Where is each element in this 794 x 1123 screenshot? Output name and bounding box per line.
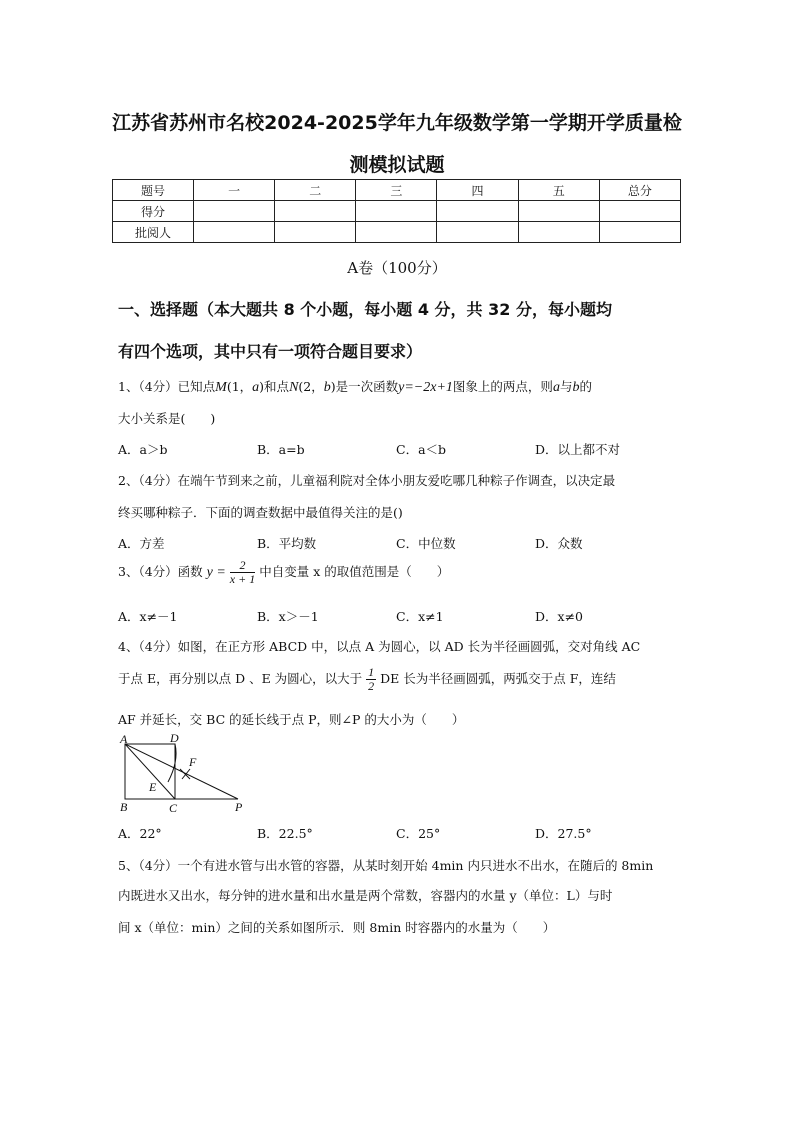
label-c: C [169, 801, 178, 815]
q4-text: 于点 E，再分别以点 D 、E 为圆心，以大于 [118, 671, 363, 686]
q4-option-b[interactable]: B．22.5° [257, 826, 313, 841]
q4-fraction [366, 666, 376, 693]
score-table-row [113, 222, 681, 243]
header-cell: 五 [518, 180, 599, 201]
score-cell[interactable] [518, 201, 599, 222]
q5-stem-line2: 内既进水又出水，每分钟的进水量和出水量是两个常数，容器内的水量 y（单位：L）与时 [118, 888, 613, 903]
q2-option-b[interactable]: B．平均数 [257, 536, 317, 551]
q1-text: )是一次函数 [330, 379, 399, 394]
score-cell[interactable] [194, 201, 275, 222]
q4-text: DE 长为半径画圆弧，两弧交于点 F，连结 [380, 671, 616, 686]
q4-stem-line3: AF 并延长，交 BC 的延长线于点 P，则∠P 的大小为（ ） [118, 712, 465, 727]
q3-option-b[interactable]: B．x＞－1 [257, 609, 319, 624]
header-cell: 题号 [113, 180, 194, 201]
q1-point-m: M [215, 380, 227, 395]
q4-geometry-figure [118, 731, 253, 816]
fraction-numerator: 2 [230, 559, 255, 573]
score-table-row [113, 201, 681, 222]
q1-function: y=−2x+1 [398, 380, 453, 395]
q3-option-c[interactable]: C．x≠1 [396, 609, 444, 624]
q2-option-a[interactable]: A．方差 [118, 536, 165, 551]
q4-option-c[interactable]: C．25° [396, 826, 441, 841]
label-f: F [189, 755, 197, 769]
q5-stem-line1: 5、（4分）一个有进水管与出水管的容器，从某时刻开始 4min 内只进水不出水，在随后的 8min [118, 858, 654, 873]
score-cell[interactable] [599, 222, 680, 243]
page-title-line1: 江苏省苏州市名校2024-2025学年九年级数学第一学期开学质量检 [112, 112, 682, 134]
score-cell[interactable] [437, 201, 518, 222]
q4-option-a[interactable]: A．22° [118, 826, 162, 841]
q1-text: 与 [559, 379, 573, 394]
fraction-denominator: 2 [368, 679, 375, 693]
q3-stem [118, 559, 449, 586]
q1-stem-line2: 大小关系是( ) [118, 411, 216, 426]
page-title-line2: 测模拟试题 [349, 154, 445, 176]
q1-option-c[interactable]: C．a＜b [396, 442, 447, 457]
fraction-denominator: x + 1 [229, 572, 256, 586]
score-cell[interactable] [356, 201, 437, 222]
row-label: 批阅人 [113, 222, 194, 243]
label-b: B [120, 800, 128, 814]
q3-text: 中自变量 x 的取值范围是（ ） [259, 564, 450, 579]
line-ap [125, 744, 238, 799]
q1-text: (2， [298, 379, 324, 394]
q3-fraction [230, 559, 255, 586]
row-label: 得分 [113, 201, 194, 222]
label-a: A [120, 732, 128, 746]
score-cell[interactable] [599, 201, 680, 222]
q3-option-a[interactable]: A．x≠－1 [118, 609, 178, 624]
score-table [112, 179, 681, 243]
score-table-header-row [113, 180, 681, 201]
volume-heading: A卷（100分） [347, 259, 447, 277]
q1-option-a[interactable]: A．a＞b [118, 442, 168, 457]
q5-stem-line3: 间 x（单位：min）之间的关系如图所示．则 8min 时容器内的水量为（ ） [118, 920, 556, 935]
q1-text: 图象上的两点，则 [452, 379, 553, 394]
q4-stem-line1: 4、（4分）如图，在正方形 ABCD 中，以点 A 为圆心，以 AD 长为半径画圆弧，交对角线 AC [118, 639, 641, 654]
q4-stem-line2 [118, 666, 616, 693]
label-d: D [170, 731, 179, 745]
q3-text: 3、（4分）函数 [118, 564, 203, 579]
q1-var-a: a [552, 380, 560, 395]
label-e: E [149, 780, 157, 794]
score-cell[interactable] [275, 201, 356, 222]
q1-var-b: b [572, 380, 580, 395]
q1-point-n: N [289, 380, 299, 395]
header-cell: 一 [194, 180, 275, 201]
q2-stem-line1: 2、（4分）在端午节到来之前，儿童福利院对全体小朋友爱吃哪几种粽子作调查，以决定最 [118, 473, 616, 488]
q1-option-b[interactable]: B．a=b [257, 442, 305, 457]
score-cell[interactable] [437, 222, 518, 243]
q1-var-a: a [252, 380, 260, 395]
header-cell: 总分 [599, 180, 680, 201]
q1-stem-line1 [118, 377, 592, 396]
q2-option-c[interactable]: C．中位数 [396, 536, 456, 551]
q2-option-d[interactable]: D．众数 [535, 536, 583, 551]
q1-text: 的 [579, 379, 592, 394]
score-cell[interactable] [275, 222, 356, 243]
score-cell[interactable] [518, 222, 599, 243]
label-p: P [235, 800, 243, 814]
q1-text: )和点 [259, 379, 290, 394]
header-cell: 二 [275, 180, 356, 201]
q4-option-d[interactable]: D．27.5° [535, 826, 592, 841]
q1-option-d[interactable]: D．以上都不对 [535, 442, 621, 457]
q1-text: (1， [226, 379, 253, 394]
score-cell[interactable] [194, 222, 275, 243]
q3-option-d[interactable]: D．x≠0 [535, 609, 583, 624]
section-heading-line2: 有四个选项，其中只有一项符合题目要求） [118, 342, 423, 361]
q1-var-b: b [323, 380, 331, 395]
q2-stem-line2: 终买哪种粽子．下面的调查数据中最值得关注的是() [118, 505, 403, 520]
score-cell[interactable] [356, 222, 437, 243]
header-cell: 三 [356, 180, 437, 201]
q1-text: 1、（4分）已知点 [118, 379, 216, 394]
fraction-numerator: 1 [368, 665, 375, 679]
header-cell: 四 [437, 180, 518, 201]
section-heading-line1: 一、选择题（本大题共 8 个小题，每小题 4 分，共 32 分，每小题均 [118, 300, 612, 319]
q3-function-y: y = [206, 565, 226, 580]
